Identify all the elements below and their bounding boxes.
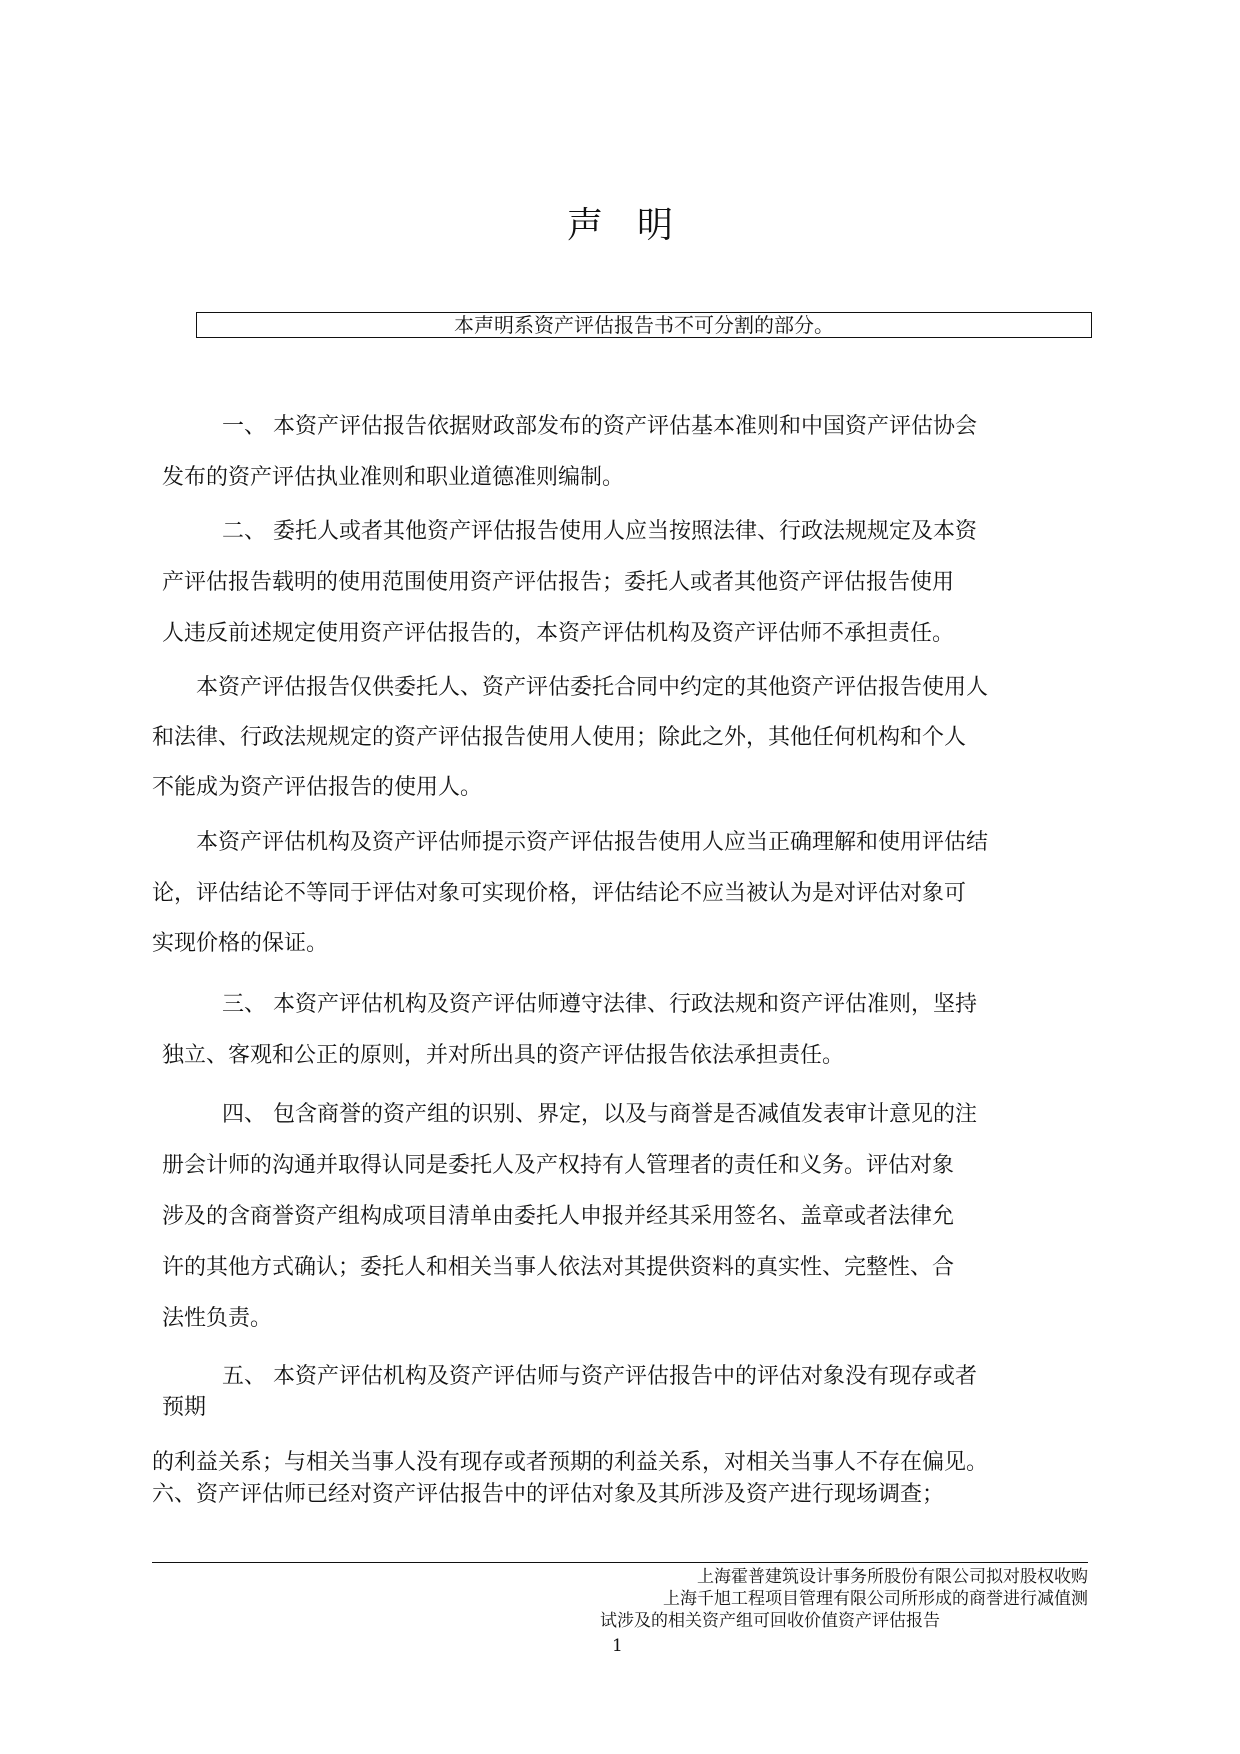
section-one-line-2: 发布的资产评估执业准则和职业道德准则编制。 <box>162 465 625 490</box>
section-five-line-3: 的利益关系；与相关当事人没有现存或者预期的利益关系，对相关当事人不存在偏见。 <box>152 1450 989 1475</box>
section-two-c-line-3: 实现价格的保证。 <box>152 931 329 956</box>
section-two-b-line-3: 不能成为资产评估报告的使用人。 <box>152 775 483 800</box>
footer-line-2: 上海千旭工程项目管理有限公司所形成的商誉进行减值测 <box>663 1589 1088 1609</box>
section-two-c-line-2: 论，评估结论不等同于评估对象可实现价格，评估结论不应当被认为是对评估对象可 <box>152 881 967 906</box>
section-two-line-1: 二、 委托人或者其他资产评估报告使用人应当按照法律、行政法规规定及本资 <box>222 519 977 544</box>
section-one-line-1: 一、 本资产评估报告依据财政部发布的资产评估基本准则和中国资产评估协会 <box>222 414 977 439</box>
section-two-line-2: 产评估报告载明的使用范围使用资产评估报告；委托人或者其他资产评估报告使用 <box>162 570 955 595</box>
section-four-line-1: 四、 包含商誉的资产组的识别、界定，以及与商誉是否减值发表审计意见的注 <box>222 1102 977 1127</box>
section-four-line-5: 法性负责。 <box>162 1306 273 1331</box>
footer-divider <box>152 1562 1088 1563</box>
section-five-line-1: 五、 本资产评估机构及资产评估师与资产评估报告中的评估对象没有现存或者 <box>222 1364 977 1389</box>
section-three-line-1: 三、 本资产评估机构及资产评估师遵守法律、行政法规和资产评估准则，坚持 <box>222 992 977 1017</box>
section-three-line-2: 独立、客观和公正的原则，并对所出具的资产评估报告依法承担责任。 <box>162 1043 845 1068</box>
notice-box <box>196 312 1092 338</box>
section-two-b-line-2: 和法律、行政法规规定的资产评估报告使用人使用；除此之外，其他任何机构和个人 <box>152 725 967 750</box>
section-five-line-2: 预期 <box>162 1395 207 1420</box>
section-two-line-3: 人违反前述规定使用资产评估报告的，本资产评估机构及资产评估师不承担责任。 <box>162 621 955 646</box>
section-four-line-4: 许的其他方式确认；委托人和相关当事人依法对其提供资料的真实性、完整性、合 <box>162 1255 955 1280</box>
page-title: 声明 <box>566 205 707 246</box>
footer-line-1: 上海霍普建筑设计事务所股份有限公司拟对股权收购 <box>697 1567 1088 1587</box>
page-number: 1 <box>612 1636 623 1656</box>
section-six-line-1: 六、资产评估师已经对资产评估报告中的评估对象及其所涉及资产进行现场调查； <box>152 1482 945 1507</box>
section-two-c-line-1: 本资产评估机构及资产评估师提示资产评估报告使用人应当正确理解和使用评估结 <box>196 830 989 855</box>
footer-line-3: 试涉及的相关资产组可回收价值资产评估报告 <box>600 1611 940 1631</box>
section-two-b-line-1: 本资产评估报告仅供委托人、资产评估委托合同中约定的其他资产评估报告使用人 <box>196 675 989 700</box>
section-four-line-2: 册会计师的沟通并取得认同是委托人及产权持有人管理者的责任和义务。评估对象 <box>162 1153 955 1178</box>
notice-text: 本声明系资产评估报告书不可分割的部分。 <box>454 313 834 337</box>
section-four-line-3: 涉及的含商誉资产组构成项目清单由委托人申报并经其采用签名、盖章或者法律允 <box>162 1204 955 1229</box>
